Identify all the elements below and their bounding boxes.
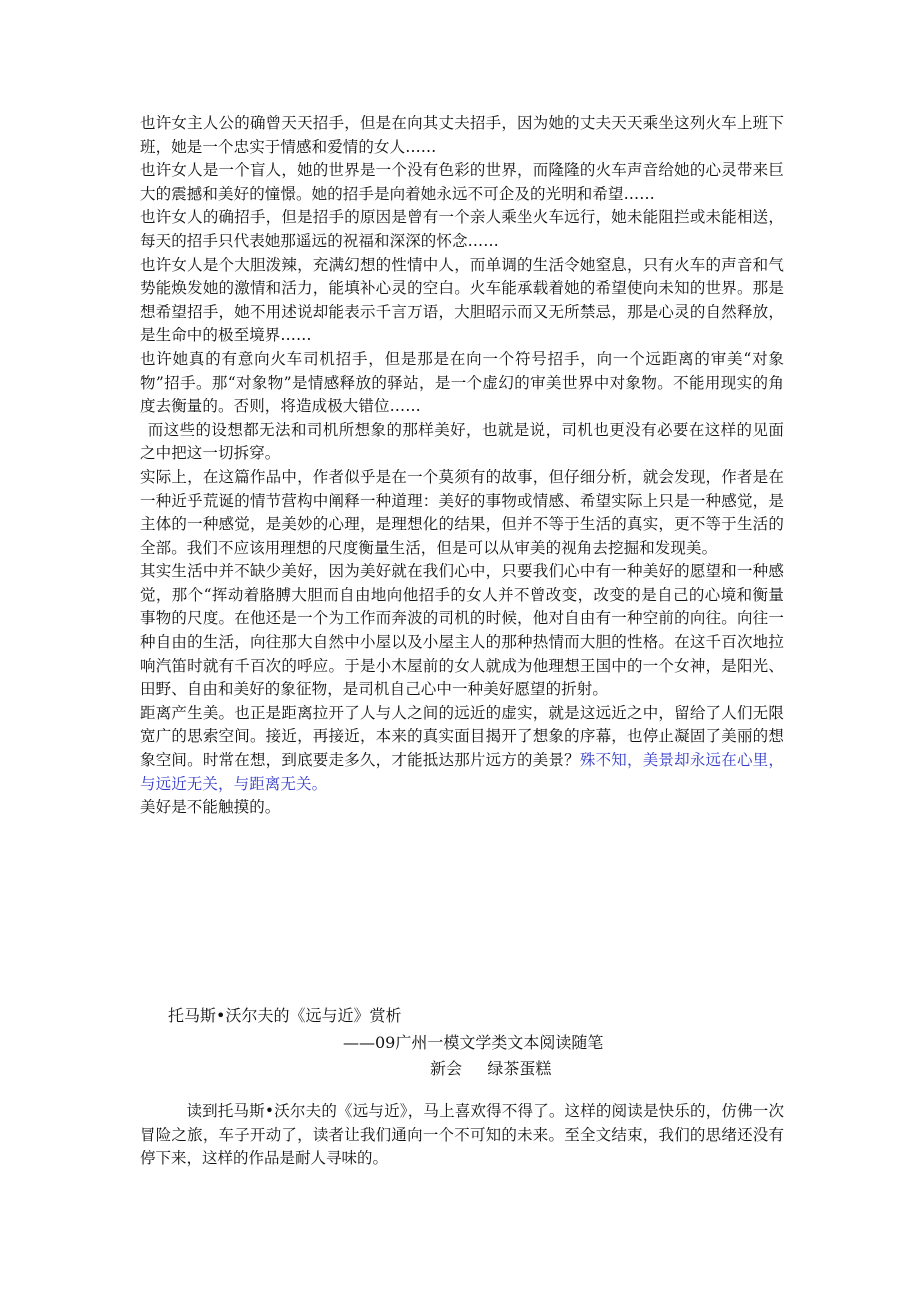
paragraph-1: 也许女主人公的确曾天天招手，但是在向其丈夫招手，因为她的丈夫天天乘坐这列火车上班下班，她是一个忠实于情感和爱情的女人…… (140, 114, 784, 156)
paragraph-2: 也许女人是一个盲人，她的世界是一个没有色彩的世界，而隆隆的火车声音给她的心灵带来巨大的震撼和美好的憧憬。她的招手是向着她永远不可企及的光明和希望…… (140, 161, 784, 203)
essay-intro: 读到托马斯•沃尔夫的《远与近》，马上喜欢得不得了。这样的阅读是快乐的，仿佛一次冒险之旅，车子开动了，读者让我们通向一个不可知的未来。至全文结束，我们的思绪还没有停下来，这样的作品是耐人寻味的。 (140, 1102, 784, 1168)
paragraph-6: 而这些的设想都无法和司机所想象的那样美好，也就是说，司机也更没有必要在这样的见面之中把这一切拆穿。 (140, 420, 784, 463)
paragraph-7: 实际上，在这篇作品中，作者似乎是在一个莫须有的故事，但仔细分析，就会发现，作者是在一种近乎荒诞的情节营构中阐释一种道理：美好的事物或情感、希望实际上只是一种感觉，是主体的一种感觉，是美妙的心理，是理想化的结果，但并不等于生活的真实，更不等于生活的全部。我们不应该用理想的尺度衡量生活，但是可以从审美的视角去挖掘和发现美。 (140, 467, 784, 557)
emphasis-text: 殊不知，美景却永远在心里，与远近无关，与距离无关。 (140, 751, 784, 793)
essay-title: 托马斯•沃尔夫的《远与近》赏析 (168, 1006, 402, 1025)
distance-paragraph (140, 702, 784, 796)
paragraph-8: 其实生活中并不缺少美好，因为美好就在我们心中，只要我们心中有一种美好的愿望和一种感觉，那个“挥动着胳膊大胆而自由地向他招手的女人并不曾改变，改变的是自己的心境和衡量事物的尺度。在他还是一个为工作而奔波的司机的时候，他对自由有一种空前的向往。向往一种自由的生活，向往那大自然中小屋以及小屋主人的那种热情而大胆的性格。在这千百次地拉响汽笛时就有千百次的呼应。于是小木屋前的女人就成为他理想王国中的一个女神，是阳光、田野、自由和美好的象征物，是司机自己心中一种美好愿望的折射。 (140, 562, 784, 699)
distance-paragraph-text: 距离产生美。也正是距离拉开了人与人之间的远近的虚实，就是这远近之中，留给了人们无限宽广的思索空间。接近，再接近，本来的真实面目揭开了想象的序幕，也停止凝固了美丽的想象空间。时常在想，到底要走多久，才能抵达那片远方的美景？ (140, 703, 784, 770)
paragraph-3: 也许女人的确招手，但是招手的原因是曾有一个亲人乘坐火车远行，她未能阻拦或未能相送，每天的招手只代表她那遥远的祝福和深深的怀念…… (140, 208, 784, 250)
paragraph-5: 也许她真的有意向火车司机招手，但是那是在向一个符号招手，向一个远距离的审美“对象物”招手。那“对象物”是情感释放的驿站，是一个虚幻的审美世界中对象物。不能用现实的角度去衡量的。否则，将造成极大错位…… (140, 349, 784, 416)
essay-author: 新会 绿茶蛋糕 (430, 1059, 552, 1078)
analysis-body (140, 112, 784, 820)
paragraph-4: 也许女人是个大胆泼辣，充满幻想的性情中人，而单调的生活令她窒息，只有火车的声音和气势能焕发她的激情和活力，能填补心灵的空白。火车能承载着她的希望使向未知的世界。那是想希望招手，她不用述说却能表示千言万语，大胆昭示而又无所禁忌，那是心灵的自然释放，是生命中的极至境界…… (140, 255, 784, 345)
essay-subtitle: ——09广州一模文学类文本阅读随笔 (343, 1033, 604, 1052)
closing-line: 美好是不能触摸的。 (140, 798, 281, 817)
